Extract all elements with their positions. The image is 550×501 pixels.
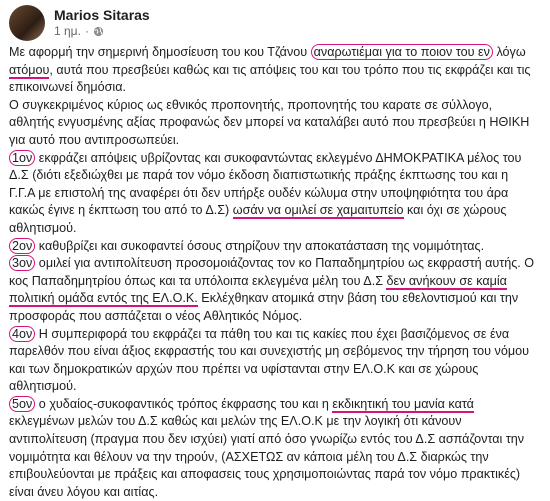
text-segment: και όχι σε χώρους αθλητισμού.: [9, 203, 507, 235]
separator-dot: ·: [84, 24, 89, 38]
paragraph-5: [9, 255, 537, 325]
underlined-text: εκδικητική του μανία κατά: [332, 396, 474, 411]
number-circle: 3ον: [9, 255, 35, 271]
highlight-circle: αναρωτιέμαι για το ποιον του εν: [311, 44, 493, 60]
post-header: [9, 5, 150, 41]
avatar[interactable]: [9, 5, 45, 41]
text-segment: εκφράζει απόψεις υβρίζοντας και συκοφαντώντας εκλεγμένο ΔΗΜΟΚΡΑΤΙΚΑ μέλος του Δ.Σ (διότι εξεδιώχθει με παρά τον νόμο έκδοση διαπιστωτικής πράξης έκπτωσης του και η Γ.Γ.Α με επιστολή της αναφέρει ότι δεν υπήρξε ουδέν κώλυμα στην υποψηφιότητα του άρα κακώς έγινε η έκπτωση του από το Δ.Σ): [9, 150, 522, 218]
globe-icon[interactable]: [93, 26, 104, 37]
number-circle: 1ον: [9, 150, 35, 166]
underlined-text: ωσάν να ομιλεί σε χαμαιτυπείο: [232, 203, 404, 218]
post-time-row: [54, 24, 150, 39]
underlined-text: ατόμου: [9, 62, 50, 77]
author-name[interactable]: Marios Sitaras: [54, 7, 150, 23]
post-body: [9, 44, 537, 501]
paragraph-6: [9, 326, 537, 396]
text-segment: καθυβρίζει και συκοφαντεί όσους στηρίζουν την αποκατάσταση της νομιμότητας.: [35, 238, 485, 253]
post-time[interactable]: 1 ημ.: [54, 24, 81, 38]
paragraph-7: [9, 396, 537, 501]
paragraph-1: [9, 44, 537, 97]
text-segment: ομιλεί για αντιπολίτευση προσομοιάζοντας τον κο Παπαδημητρίου ως εκφραστή αυτής. Ο κος Παπαδημητρίου όπως και τα υπόλοιπα εκλεγμένα μέλη του Δ.Σ: [9, 256, 535, 288]
number-circle: 2ον: [9, 238, 35, 254]
text-segment: Η συμπεριφορά του εκφράζει τα πάθη του και τις κακίες που έχει βασιζόμενος σε ένα παρελθόν που είναι άξιος εκφραστής του και συνεχιστής μη σεβόμενος την τήρηση του νόμου και των δημοκρατικών αρχών που πρέπει να υφίστανται στην ΕΛ.Ο.Κ και σε χώρους αθλητισμού.: [9, 326, 530, 394]
text-segment: ο χυδαίος-συκοφαντικός τρόπος έκφρασης του και η: [35, 396, 333, 411]
underlined-text: δεν ανήκουν σε καμία πολιτική ομάδα εντός της ΕΛ.Ο.Κ.: [9, 273, 507, 306]
paragraph-2: Ο συγκεκριμένος κύριος ως εθνικός προπονητής, προπονητής του καρατε σε σύλλογο, αθλητής ενγυσμένης αξίας προφανώς δεν μπορεί να καταλάβει αυτό που πρεσβεύει η ΗΘΙΚΗ για αυτό που αντιπροσωπεύει.: [9, 97, 530, 147]
text-segment: εκλεγμένων μελών του Δ.Σ καθώς και μελών της ΕΛ.Ο.Κ με την λογική ότι κάνουν αντιπολίτευση (πραγμα που δεν ισχύει) γιατί από όσο γνωρίζω εντός του Δ.Σ ασπάζονται την νομιμότητα και θέλουν να την τηρούν, (ΑΣΧΕΤΩΣ αν κάποια μέλη του Δ.Σ διαρκώς την επιβουλεύονται με πράξεις και αποφασεις τους χρησιμοποιώντας παρά τον νόμο πρακτικές) είναι άνευ λόγου και αιτίας.: [9, 414, 525, 499]
number-circle: 4ον: [9, 326, 35, 342]
text-segment: , αυτά που πρεσβεύει καθώς και τις απόψεις του και του τρόπο που τις εκφράζει και τις επικοινωνεί δημόσια.: [9, 62, 531, 95]
text-segment: Με αφορμή την σημερινή δημοσίευση του κου Τζάνου: [9, 45, 311, 59]
paragraph-4: [9, 238, 537, 256]
text-segment: λόγω: [492, 45, 526, 59]
post-meta: [54, 7, 150, 39]
text-segment: Εκλέχθηκαν ατομικά στην βάση του εθελοντισμού και την προσφοράς που ασπάζεται ο νέος Αθλητικός Νόμος.: [9, 291, 519, 323]
paragraph-3: [9, 150, 537, 238]
number-circle: 5ον: [9, 396, 35, 412]
